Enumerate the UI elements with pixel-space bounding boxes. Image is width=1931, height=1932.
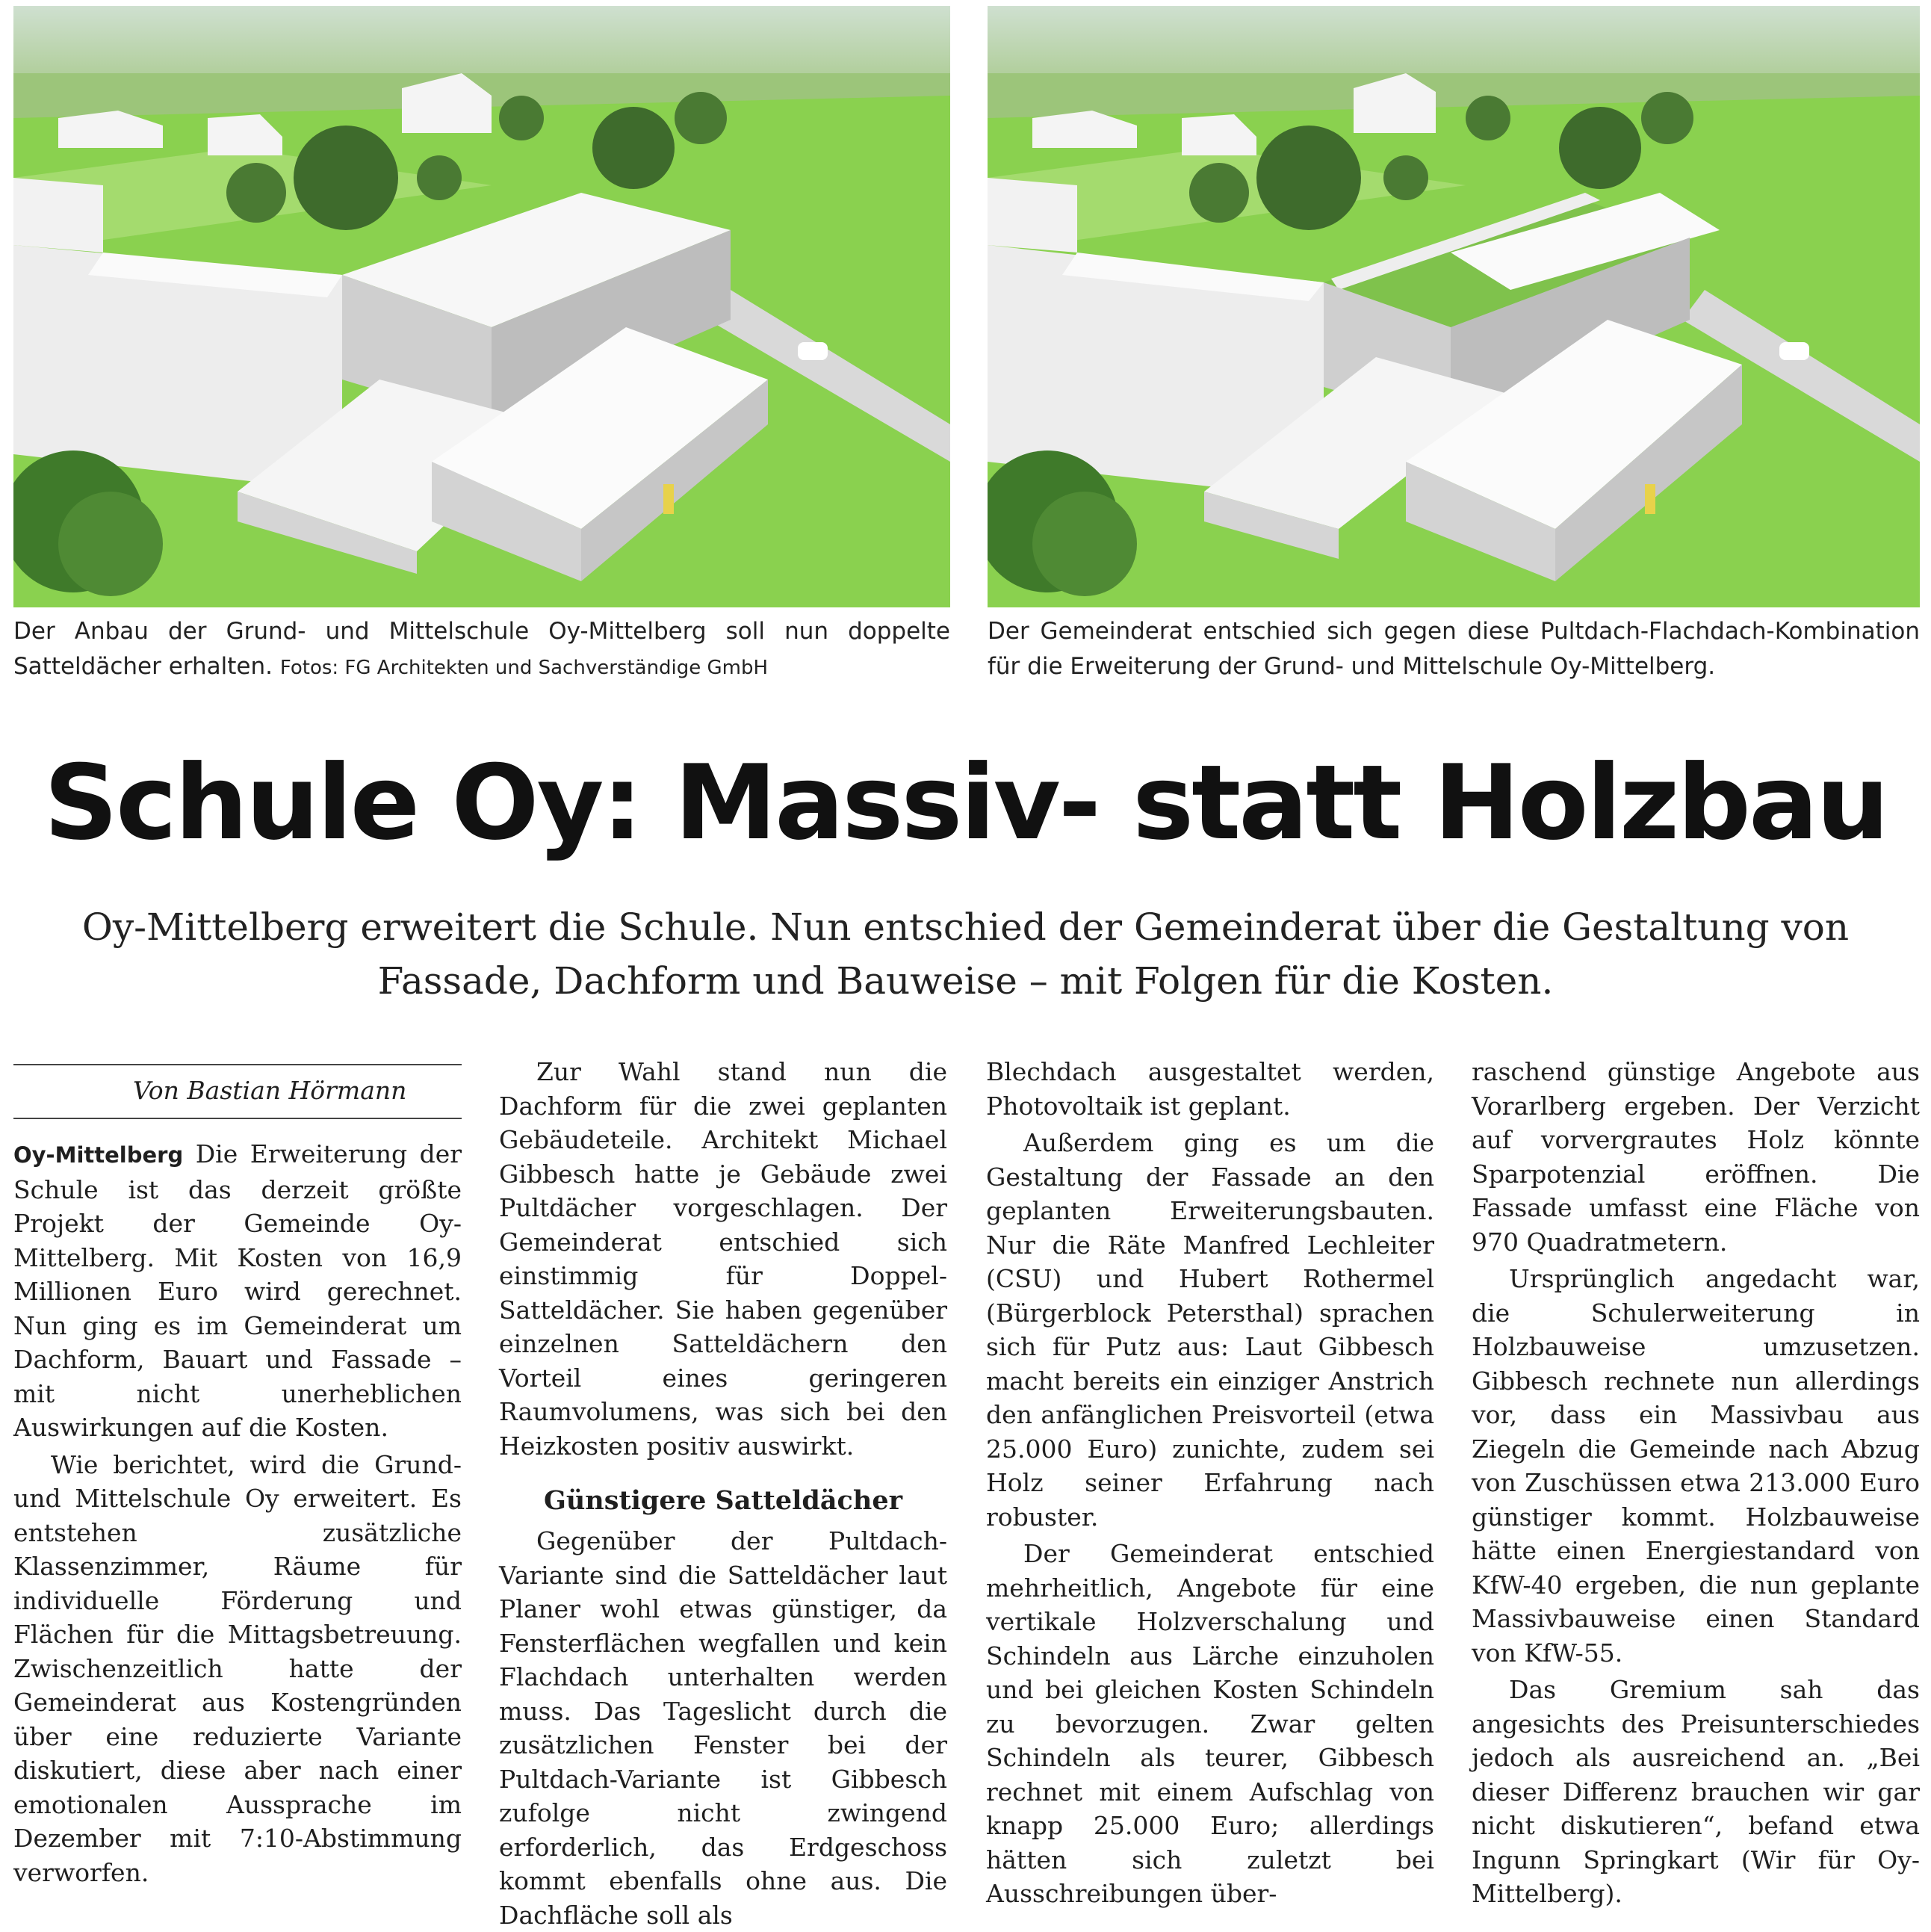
section-subheading: Günstigere Satteldächer — [543, 1485, 903, 1516]
body-paragraph-5: Außerdem ging es um die Gestaltung der Fassade an den geplanten Erweiterungsbauten. Nur die Räte Manfred Lechleiter (CSU) und Hubert Rothermel (Bürgerblock Petersthal) sprachen sich für Putz aus: Laut Gibbesch macht bereits ein einziger Anstrich den anfänglichen Preisvorteil (etwa 25.000 Euro) zunichte, zudem sei Holz seiner Erfahrung nach robuster. — [986, 1128, 1434, 1532]
photo-left — [13, 6, 950, 607]
photo-caption-left — [13, 614, 950, 686]
body-paragraph-6a: Der Gemeinderat entschied mehrheitlich, Angebote für eine vertikale Holzverschalung und Schindeln aus Lärche einzuholen und bei gleichen Kosten Schindeln zu bevorzugen. Zwar gelten Schindeln als teurer, Gibbesch rechnet mit einem Aufschlag von knapp 25.000 Euro; allerdings hätten sich zuletzt bei Ausschreibungen über- — [986, 1539, 1434, 1908]
photo-credit: Fotos: FG Architekten und Sachverständige GmbH — [279, 657, 769, 679]
body-paragraph-3: Zur Wahl stand nun die Dachform für die zwei geplanten Gebäudeteile. Architekt Michael Gibbesch hatte je Gebäude zwei Pultdächer vorgeschlagen. Der Gemeinderat entschied sich einstimmig für Doppel-Satteldächer. Sie haben gegenüber einzelnen Satteldächern den Vorteil eines geringeren Raumvolumens, was sich bei den Heizkosten positiv auswirkt. — [499, 1057, 947, 1461]
photo-caption-right — [988, 614, 1920, 684]
article-column-1 — [13, 1064, 462, 1889]
article-headline: Schule Oy: Massiv- statt Holzbau — [43, 743, 1888, 863]
caption-text-right: Der Gemeinderat entschied sich gegen diese Pultdach-Flachdach-Kombination für die Erweiterung der Grund- und Mittelschule Oy-Mittelberg. — [988, 618, 1920, 680]
architectural-rendering-pultdach — [988, 6, 1920, 607]
body-paragraph-4a: Gegenüber der Pultdach-Variante sind die Satteldächer laut Planer wohl etwas günstiger, da Fensterflächen wegfallen und kein Flachdach unterhalten werden muss. Das Tageslicht durch die zusätzlichen Fenster bei der Pultdach-Variante ist Gibbesch zufolge nicht zwingend erforderlich, das Erdgeschoss kommt ebenfalls ohne aus. Die Dachfläche soll als — [499, 1526, 947, 1930]
byline: Von Bastian Hörmann — [133, 1076, 407, 1105]
article-column-2 — [499, 1055, 947, 1932]
body-paragraph-6b: raschend günstige Angebote aus Vorarlberg ergeben. Der Verzicht auf vorvergrautes Holz könnte Sparpotenzial eröffnen. Die Fassade umfasst eine Fläche von 970 Quadratmetern. — [1472, 1057, 1920, 1257]
byline-box — [13, 1064, 462, 1119]
architectural-rendering-satteldach — [13, 6, 950, 607]
caption-text-left: Der Anbau der Grund- und Mittelschule Oy-Mittelberg soll nun doppelte Satteldächer erhalten. — [13, 618, 950, 680]
article-column-4 — [1472, 1055, 1920, 1911]
photo-right — [988, 6, 1920, 607]
body-paragraph-8: Das Gremium sah das angesichts des Preisunterschiedes jedoch als ausreichend an. „Bei dieser Differenz brauchen wir gar nicht diskutieren“, befand etwa Ingunn Springkart (Wir für Oy-Mittelberg). — [1472, 1675, 1920, 1908]
dateline: Oy-Mittelberg — [13, 1142, 184, 1168]
body-paragraph-2: Wie berichtet, wird die Grund- und Mittelschule Oy erweitert. Es entstehen zusätzliche Klassenzimmer, Räume für individuelle Förderung und Flächen für die Mittagsbetreuung. Zwischenzeitlich hatte der Gemeinderat aus Kostengründen über eine reduzierte Variante diskutiert, diese aber nach einer emotionalen Aussprache im Dezember mit 7:10-Abstimmung verworfen. — [13, 1449, 462, 1887]
article-subheadline: Oy-Mittelberg erweitert die Schule. Nun entschied der Gemeinderat über die Gestaltung von Fassade, Dachform und Bauweise – mit Folgen für die Kosten. — [81, 905, 1850, 1003]
article-column-3 — [986, 1055, 1434, 1911]
body-paragraph-4b: Blechdach ausgestaltet werden, Photovoltaik ist geplant. — [986, 1057, 1434, 1121]
body-paragraph-1 — [13, 1137, 462, 1445]
body-paragraph-1-text: Die Erweiterung der Schule ist das derzeit größte Projekt der Gemeinde Oy-Mittelberg. Mit Kosten von 16,9 Millionen Euro wird gerechnet. Nun ging es im Gemeinderat um Dachform, Bauart und Fassade – mit nicht unerheblichen Auswirkungen auf die Kosten. — [13, 1139, 462, 1442]
body-paragraph-7: Ursprünglich angedacht war, die Schulerweiterung in Holzbauweise umzusetzen. Gibbesch rechnete nun allerdings vor, dass ein Massivbau aus Ziegeln die Gemeinde nach Abzug von Zuschüssen etwa 213.000 Euro günstiger kommt. Holzbauweise hätte einen Energiestandard von KfW-40 ergeben, die nun geplante Massivbauweise einen Standard von KfW-55. — [1472, 1264, 1920, 1668]
